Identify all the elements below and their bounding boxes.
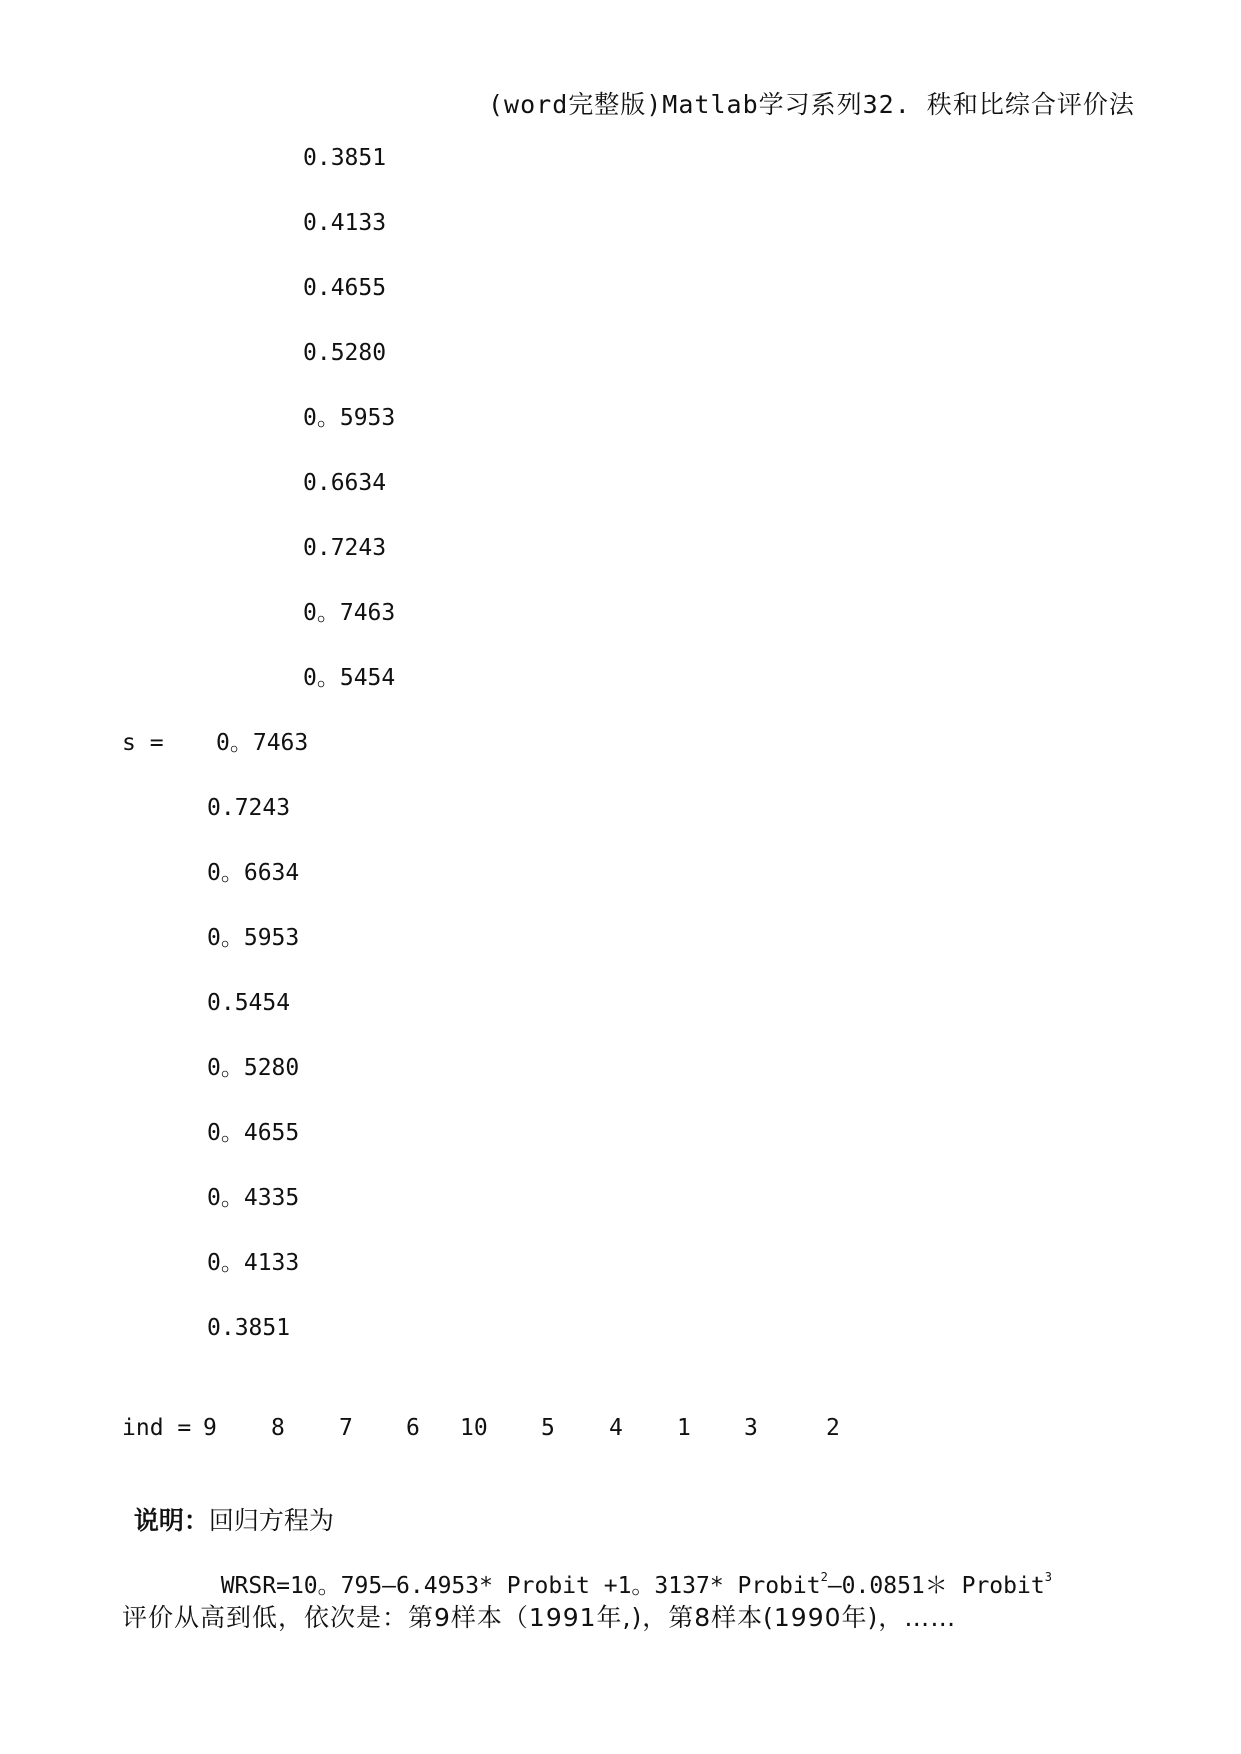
ind-value: 4 (609, 1415, 623, 1441)
list-item: 0.7243 (207, 795, 291, 821)
ind-value: 3 (744, 1415, 758, 1441)
note-line (118, 1476, 334, 1536)
ind-value: 7 (339, 1415, 353, 1441)
ind-value: 9 (203, 1415, 217, 1441)
list-item: 0.6634 (303, 470, 387, 496)
list-item: 0.5280 (303, 340, 387, 366)
regression-equation (193, 1541, 1052, 1601)
list-item: 0.4133 (303, 210, 387, 236)
equation-exponent-1: 2 (820, 1570, 828, 1584)
ind-value: 2 (826, 1415, 840, 1441)
list-item: 0。5953 (303, 405, 396, 431)
list-item: 0.7243 (303, 535, 387, 561)
list-item: 0。5280 (207, 1055, 300, 1081)
list-item: 0.3851 (303, 145, 387, 171)
list-item: 0。7463 (303, 600, 396, 626)
ind-value: 10 (460, 1415, 488, 1441)
list-item: 0。4335 (207, 1185, 300, 1211)
s-label: s = (122, 730, 164, 756)
list-item: 0。5953 (207, 925, 300, 951)
list-item: 0。7463 (216, 730, 309, 756)
ind-value: 1 (677, 1415, 691, 1441)
equation-exponent-2: 3 (1044, 1570, 1052, 1584)
list-item: 0.5454 (207, 990, 291, 1016)
list-item: 0.4655 (303, 275, 387, 301)
ind-value: 6 (406, 1415, 420, 1441)
ind-label: ind = (122, 1415, 206, 1441)
list-item: 0。5454 (303, 665, 396, 691)
page-header: (word完整版)Matlab学习系列32. 秩和比综合评价法 (488, 90, 1135, 119)
list-item: 0。6634 (207, 860, 300, 886)
list-item: 0.3851 (207, 1315, 291, 1341)
list-item: 0。4133 (207, 1250, 300, 1276)
ind-value: 8 (271, 1415, 285, 1441)
list-item: 0。4655 (207, 1120, 300, 1146)
ind-value: 5 (541, 1415, 555, 1441)
equation-part-1: WRSR=10。795—6.4953* Probit +1。3137* Probit (220, 1573, 821, 1599)
note-label: 说明： (133, 1506, 209, 1535)
note-text: 回归方程为 (208, 1506, 334, 1535)
conclusion-text: 评价从高到低，依次是：第9样本（1991年,)，第8样本(1990年)，…… (122, 1603, 957, 1632)
equation-part-2: —0.0851＊ Probit (827, 1573, 1045, 1599)
